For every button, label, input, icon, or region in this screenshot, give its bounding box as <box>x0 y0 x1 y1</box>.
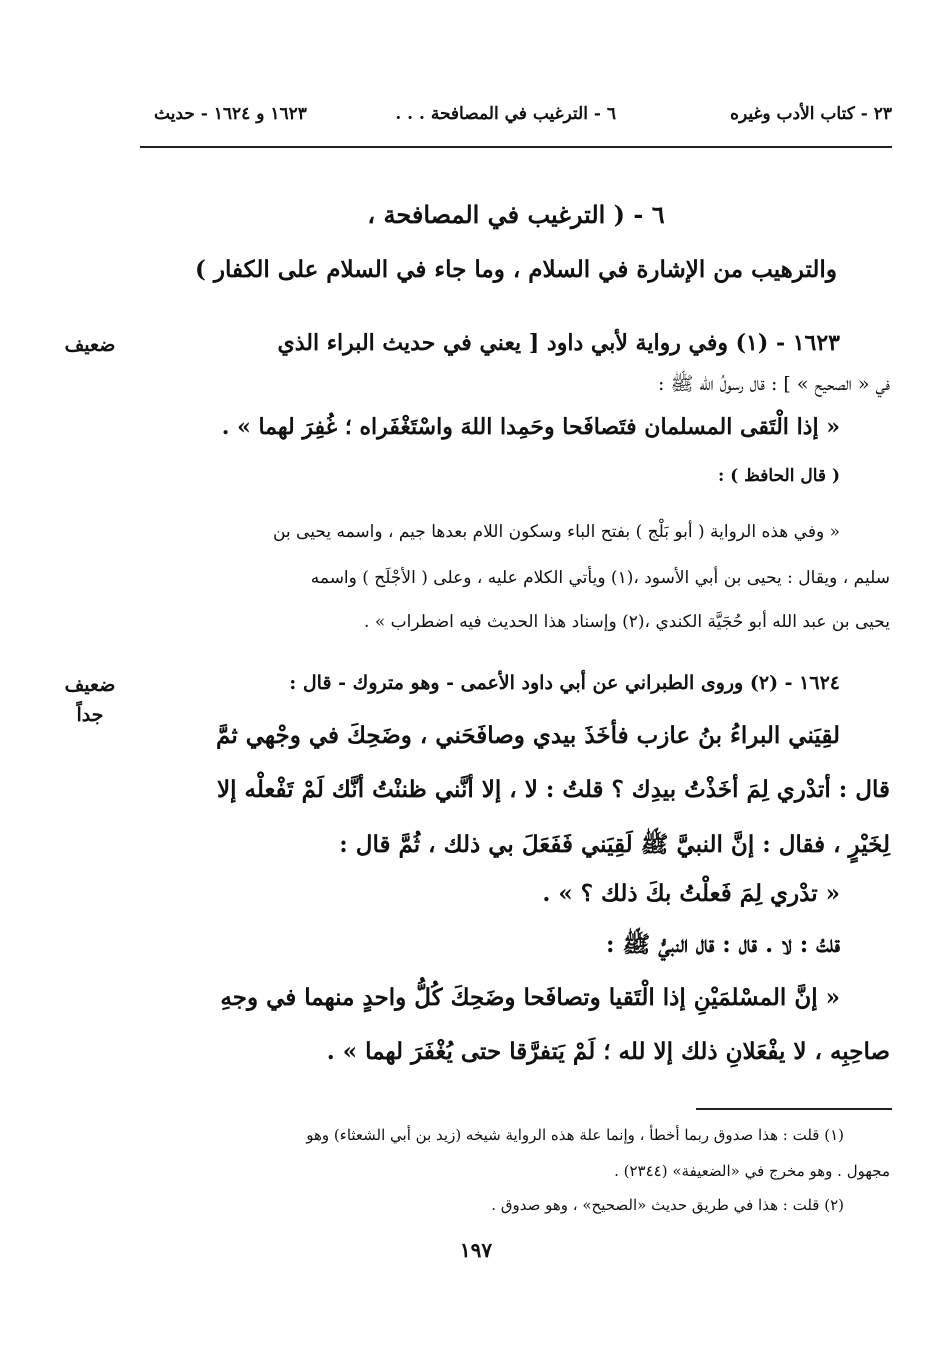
footnote-2: (٢) قلت : هذا في طريق حديث «الصحيح» ، وهو صدوق . <box>491 1196 844 1214</box>
grade-label-1624-qualifier: جداً <box>76 704 104 726</box>
hadith-1624-line: لقِيَني البراءُ بنُ عازب فأخَذَ بيدي وصافَحَني ، وضَحِكَ في وجْهي ثمَّ <box>216 722 840 749</box>
hadith-1623-line: في « الصحيح » ] : قال رسولُ الله ﷺ : <box>658 373 890 395</box>
hafiz-comment-line: يحيى بن عبد الله أبو حُجَيَّة الكندي ،(٢) وإسناد هذا الحديث فيه اضطراب » . <box>364 612 890 632</box>
footnote-1-line: (١) قلت : هذا صدوق ربما أخطأ ، وإنما علة هذه الرواية شيخه (زيد بن أبي الشعثاء) وهو <box>306 1126 844 1144</box>
header-chapter-title: ٦ - الترغيب في المصافحة . . . <box>395 104 616 124</box>
footnote-1-line: مجهول . وهو مخرج في «الضعيفة» (٢٣٤٤) . <box>614 1162 890 1180</box>
hadith-1624-matn: صاحِبِه ، لا يفْعَلانِ ذلك إلا لله ؛ لَمْ يَتفرَّقا حتى يُغْفَرَ لهما » . <box>326 1038 890 1065</box>
header-book-title: ٢٣ - كتاب الأدب وغيره <box>730 104 892 124</box>
hafiz-heading: ( قال الحافظ ) : <box>717 466 840 486</box>
hadith-1624-matn: « إنَّ المسْلمَيْنِ إذا الْتَقيا وتصافَحا وضَحِكَ كُلُّ واحدٍ منهما في وجهِ <box>220 984 840 1011</box>
hadith-1624-line: قال : أتدْري لِمَ أخَذْتُ بيدِك ؟ قلتُ : لا ، إلا أنَّني ظننْتُ أنَّك لَمْ تَفْعلْه إلا <box>216 776 890 803</box>
hadith-1623-matn: « إذا الْتَقى المسلمان فتَصافَحا وحَمِدا اللهَ واسْتَغْفَراه ؛ غُفِرَ لهما » . <box>221 414 840 440</box>
hadith-1624-line: ١٦٢٤ - (٢) وروى الطبراني عن أبي داود الأعمى - وهو متروك - قال : <box>289 672 840 694</box>
footnote-separator <box>696 1108 892 1110</box>
running-header <box>140 96 892 136</box>
section-title-line1: ٦ - ( الترغيب في المصافحة ، <box>367 200 665 229</box>
hafiz-comment-line: « وفي هذه الرواية ( أبو بَلْج ) بفتح الباء وسكون اللام بعدها جيم ، واسمه يحيى بن <box>272 522 840 542</box>
hadith-1624-line: « تدْري لِمَ فَعلْتُ بكَ ذلك ؟ » . <box>542 880 840 907</box>
grade-label-1624: ضعيف <box>64 674 116 696</box>
grade-label-1623: ضعيف <box>64 334 116 356</box>
hadith-1624-line: قلتُ : لا . قال : قال النبيُّ ﷺ : <box>605 931 840 958</box>
page-number: ١٩٧ <box>459 1238 493 1262</box>
hadith-1624-line: لِخَيْرٍ ، فقال : إنَّ النبيَّ ﷺ لَقِيَني فَفَعَلَ بي ذلك ، ثُمَّ قال : <box>339 831 890 858</box>
section-title-line2: والترهيب من الإشارة في السلام ، وما جاء في السلام على الكفار ) <box>195 256 837 283</box>
hadith-1623-line: ١٦٢٣ - (١) وفي رواية لأبي داود [ يعني في حديث البراء الذي <box>277 330 840 356</box>
header-hadith-range: ١٦٢٣ و ١٦٢٤ - حديث <box>154 104 307 124</box>
header-rule <box>140 146 892 148</box>
hafiz-comment-line: سليم ، ويقال : يحيى بن أبي الأسود ،(١) ويأتي الكلام عليه ، وعلى ( الأجْلَح ) واسمه <box>310 568 890 588</box>
